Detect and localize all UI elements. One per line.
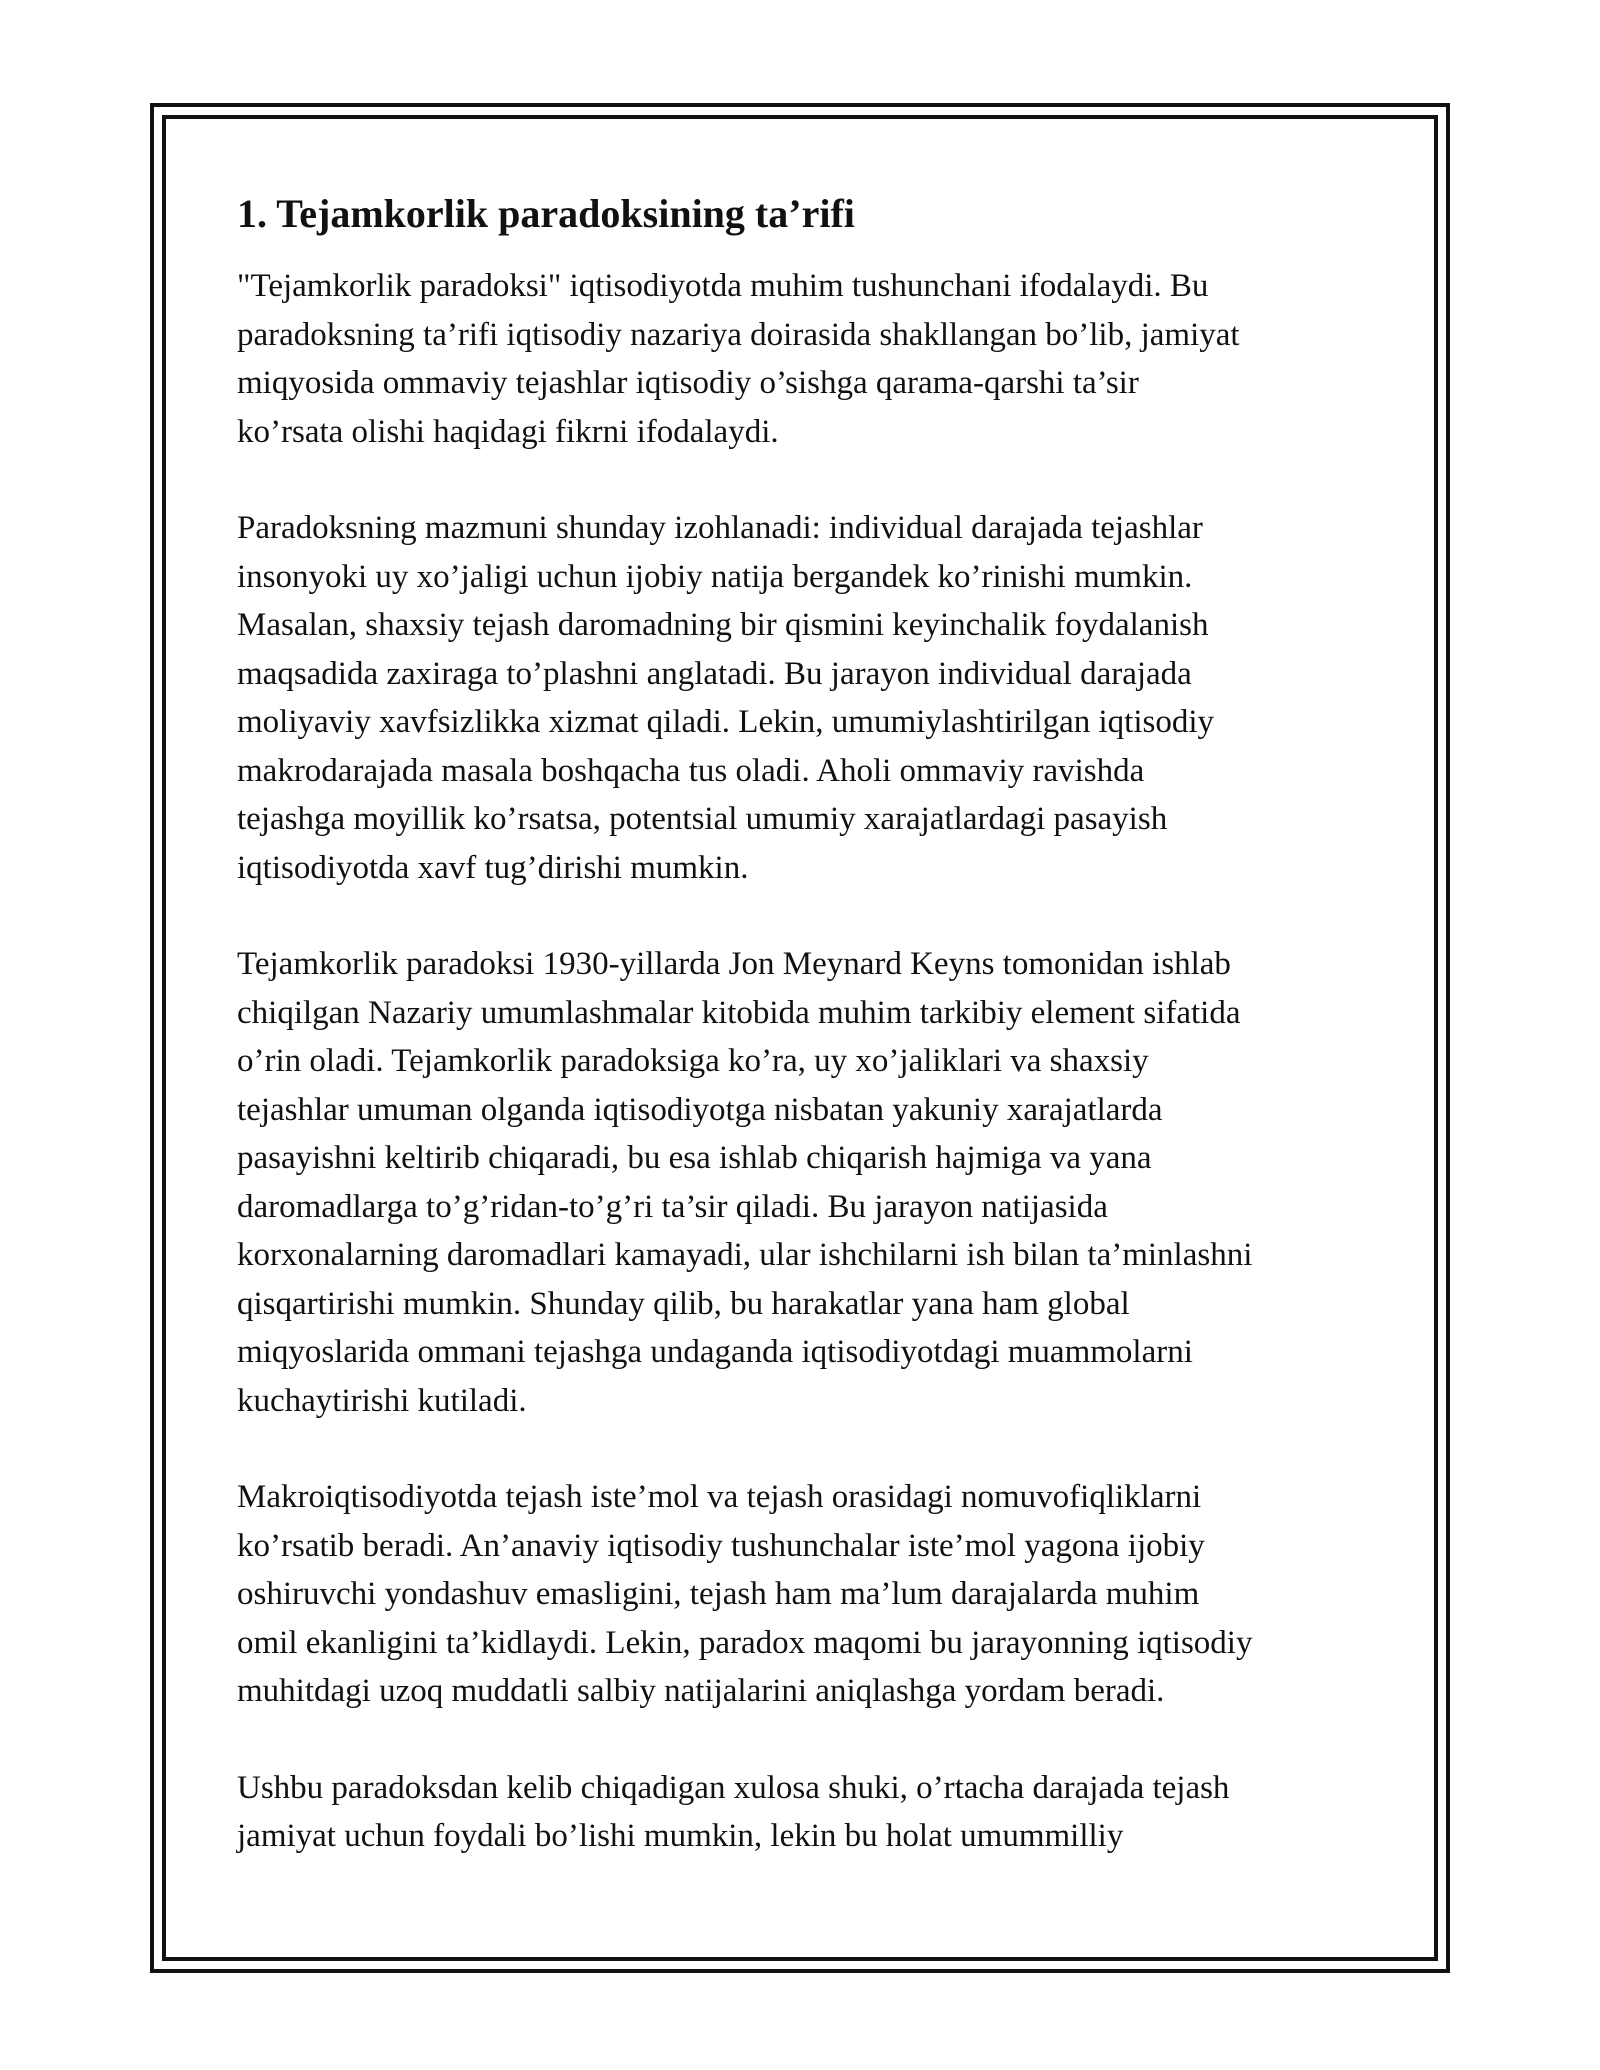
paragraph-3: Tejamkorlik paradoksi 1930-yillarda Jon Meynard Keyns tomonidan ishlab chiqilgan Nazariy umumlashmalar kitobida muhim tarkibiy element sifatida o’rin oladi. Tejamkorlik paradoksiga ko’ra, uy xo’jaliklari va shaxsiy tejashlar umuman olganda iqtisodiyotga nisbatan yakuniy xarajatlarda pasayishni keltirib chiqaradi, bu esa ishlab chiqarish hajmiga va yana daromadlarga to’g’ridan-to’g’ri ta’sir qiladi. Bu jarayon natijasida korxonalarning daromadlari kamayadi, ular ishchilarni ish bilan ta’minlashni qisqartirishi mumkin. Shunday qilib, bu harakatlar yana ham global miqyoslarida ommani tejashga undaganda iqtisodiyotdagi muammolarni kuchaytirishi kutiladi.	[237, 946, 1253, 1419]
paragraph-2: Paradoksning mazmuni shunday izohlanadi: individual darajada tejashlar insonyoki uy xo’jaligi uchun ijobiy natija bergandek ko’rinishi mumkin. Masalan, shaxsiy tejash daromadning bir qismini keyinchalik foydalanish maqsadida zaxiraga to’plashni anglatadi. Bu jarayon individual darajada moliyaviy xavfsizlikka xizmat qiladi. Lekin, umumiylashtirilgan iqtisodiy makrodarajada masala boshqacha tus oladi. Aholi ommaviy ravishda tejashga moyillik ko’rsatsa, potentsial umumiy xarajatlardagi pasayish iqtisodiyotda xavf tug’dirishi mumkin.	[237, 510, 1215, 886]
paragraph-4: Makroiqtisodiyotda tejash iste’mol va tejash orasidagi nomuvofiqliklarni ko’rsatib beradi. An’anaviy iqtisodiy tushunchalar iste’mol yagona ijobiy oshiruvchi yondashuv emasligini, tejash ham ma’lum darajalarda muhim omil ekanligini ta’kidlaydi. Lekin, paradox maqomi bu jarayonning iqtisodiy muhitdagi uzoq muddatli salbiy natijalarini aniqlashga yordam beradi.	[237, 1479, 1253, 1709]
paragraph-1: "Tejamkorlik paradoksi" iqtisodiyotda muhim tushunchani ifodalaydi. Bu paradoksning ta’rifi iqtisodiy nazariya doirasida shakllangan bo’lib, jamiyat miqyosida ommaviy tejashlar iqtisodiy o’sishga qarama-qarshi ta’sir ko’rsata olishi haqidagi fikrni ifodalaydi.	[237, 268, 1240, 450]
document-body	[237, 190, 1397, 1909]
paragraph-5: Ushbu paradoksdan kelib chiqadigan xulosa shuki, o’rtacha darajada tejash jamiyat uchun foydali bo’lishi mumkin, lekin bu holat umummilliy	[237, 1769, 1230, 1854]
section-heading: 1. Tejamkorlik paradoksining ta’rifi	[237, 191, 855, 236]
